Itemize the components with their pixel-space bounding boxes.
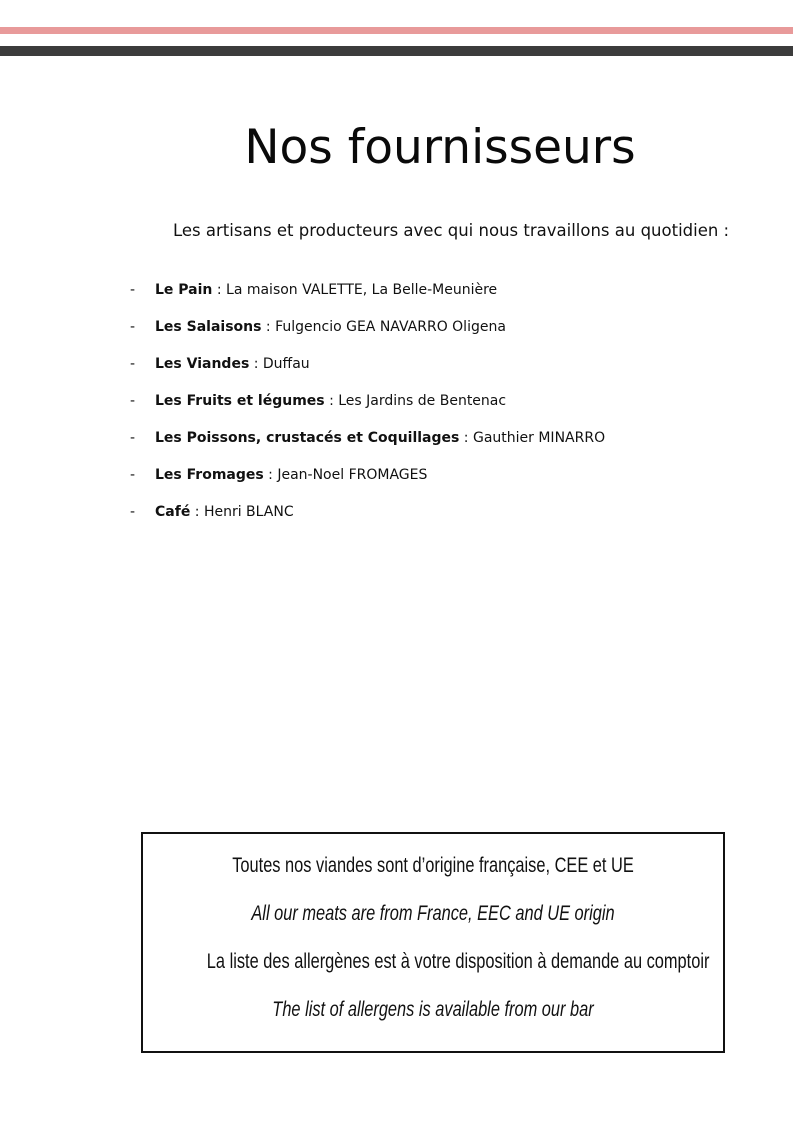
supplier-category: Les Viandes xyxy=(155,356,250,372)
notice-allergens-en: The list of allergens is available from our bar xyxy=(272,998,594,1021)
supplier-entry xyxy=(155,502,294,522)
supplier-separator: : xyxy=(190,504,204,520)
supplier-entry xyxy=(155,354,310,374)
supplier-entry xyxy=(155,317,506,337)
list-bullet: - xyxy=(130,319,136,335)
supplier-name: Henri BLANC xyxy=(203,504,294,520)
supplier-separator: : xyxy=(263,467,278,483)
top-accent-bar-dark xyxy=(0,46,793,56)
list-bullet: - xyxy=(130,393,136,409)
supplier-category: Le Pain xyxy=(155,282,213,298)
supplier-name: Jean-Noel FROMAGES xyxy=(277,467,428,483)
top-accent-bar-pink xyxy=(0,27,793,34)
supplier-separator: : xyxy=(249,356,263,372)
supplier-entry xyxy=(155,428,605,448)
supplier-category: Les Fromages xyxy=(155,467,264,483)
supplier-separator: : xyxy=(324,393,339,409)
supplier-entry xyxy=(155,280,497,300)
supplier-name: Les Jardins de Bentenac xyxy=(338,393,507,409)
supplier-category: Les Poissons, crustacés et Coquillages xyxy=(155,430,460,446)
supplier-name: Gauthier MINARRO xyxy=(472,430,606,446)
supplier-name: La maison VALETTE, La Belle-Meunière xyxy=(226,282,498,298)
supplier-separator: : xyxy=(212,282,227,298)
supplier-name: Fulgencio GEA NAVARRO Oligena xyxy=(275,319,506,335)
page-title: Nos fournisseurs xyxy=(244,120,636,175)
list-bullet: - xyxy=(130,467,136,483)
supplier-separator: : xyxy=(261,319,276,335)
notice-allergens-fr: La liste des allergènes est à votre disposition à demande au comptoir xyxy=(206,950,710,973)
notice-meat-origin-fr: Toutes nos viandes sont d’origine française, CEE et UE xyxy=(232,854,634,877)
supplier-category: Les Fruits et légumes xyxy=(155,393,325,409)
list-bullet: - xyxy=(130,430,136,446)
list-bullet: - xyxy=(130,504,136,520)
supplier-category: Les Salaisons xyxy=(155,319,262,335)
supplier-category: Café xyxy=(155,504,191,520)
notice-meat-origin-en: All our meats are from France, EEC and UE origin xyxy=(251,902,615,925)
list-bullet: - xyxy=(130,282,136,298)
supplier-entry xyxy=(155,465,427,485)
supplier-name: Duffau xyxy=(262,356,310,372)
supplier-entry xyxy=(155,391,506,411)
supplier-separator: : xyxy=(459,430,473,446)
list-bullet: - xyxy=(130,356,136,372)
page-subtitle: Les artisans et producteurs avec qui nous travaillons au quotidien : xyxy=(173,221,730,240)
notice-box xyxy=(141,832,725,1053)
